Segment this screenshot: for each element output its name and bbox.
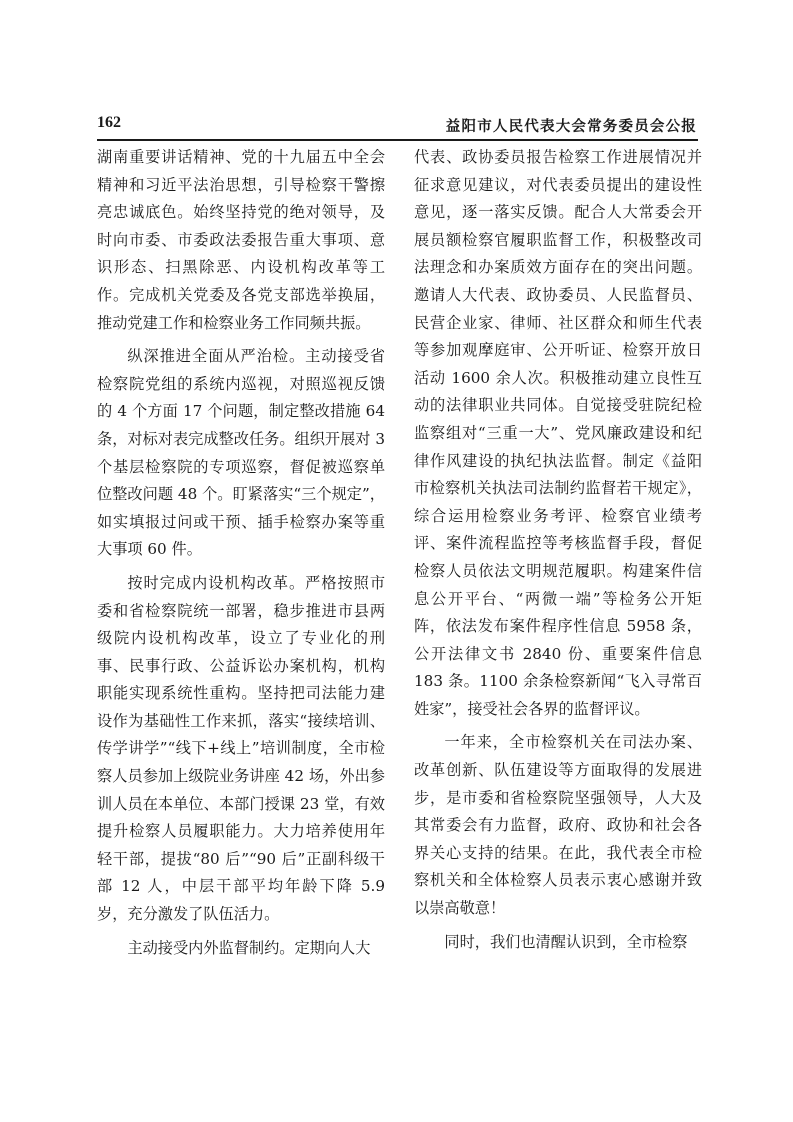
journal-title: 益阳市人民代表大会常务委员会公报 (445, 119, 697, 135)
page-number: 162 (97, 114, 121, 131)
paragraph: 代表、政协委员报告检察工作进展情况并征求意见建议，对代表委员提出的建设性意见，逐一落实反馈。配合人大常委会开展员额检察官履职监督工作，积极整改司法理念和办案质效方面存在的突出问题。邀请人大代表、政协委员、人民监督员、民营企业家、律师、社区群众和师生代表等参加观摩庭审、公开听证、检察开放日活动 1600 余人次。积极推动建立良性互动的法律职业共同体。自觉接受驻院纪检监察组对“三重一大”、党风廉政建设和纪律作风建设的执纪执法监督。制定《益阳市检察机关执法司法制约监督若干规定》，综合运用检察业务考评、检察官业绩考评、案件流程监控等考核监督手段，督促检察人员依法文明规范履职。构建案件信息公开平台、“两微一端”等检务公开矩阵，依法发布案件程序性信息 5958 条，公开法律文书 2840 份、重要案件信息 183 条。1100 余条检察新闻“飞入寻常百姓家”，接受社会各界的监督评议。 (414, 148, 702, 718)
header-rule (97, 139, 698, 141)
paragraph: 按时完成内设机构改革。严格按照市委和省检察院统一部署，稳步推进市县两级院内设机构改革，设立了专业化的刑事、民事行政、公益诉讼办案机构，机构职能实现系统性重构。坚持把司法能力建设作为基础性工作来抓，落实“接续培训、传学讲学”“线下+线上”培训制度，全市检察人员参加上级院业务讲座 42 场，外出参训人员在本单位、本部门授课 23 堂，有效提升检察人员履职能力。大力培养使用年轻干部，提拔“80 后”“90 后”正副科级干部 12 人，中层干部平均年龄下降 5.9 岁，充分激发了队伍活力。 (97, 573, 385, 924)
paragraph: 一年来，全市检察机关在司法办案、改革创新、队伍建设等方面取得的发展进步，是市委和省检察院坚强领导，人大及其常委会有力监督，政府、政协和社会各界关心支持的结果。在此，我代表全市检察机关和全体检察人员表示衷心感谢并致以崇高敬意！ (414, 733, 702, 918)
paragraph: 同时，我们也清醒认识到，全市检察 (444, 932, 688, 951)
paragraph: 湖南重要讲话精神、党的十九届五中全会精神和习近平法治思想，引导检察干警擦亮忠诚底色。始终坚持党的绝对领导，及时向市委、市委政法委报告重大事项、意识形态、扫黑除恶、内设机构改革等工作。完成机关党委及各党支部选举换届，推动党建工作和检察业务工作同频共振。 (97, 148, 385, 332)
paragraph: 纵深推进全面从严治检。主动接受省检察院党组的系统内巡视，对照巡视反馈的 4 个方面 17 个问题，制定整改措施 64 条，对标对表完成整改任务。组织开展对 3 个基层检察院的专项巡察，督促被巡察单位整改问题 48 个。盯紧落实“三个规定”，如实填报过问或干预、插手检察办案等重大事项 60 件。 (97, 347, 385, 559)
page-header (97, 114, 697, 138)
left-column (97, 144, 385, 962)
paragraph: 主动接受内外监督制约。定期向人大 (127, 938, 371, 957)
right-column (414, 144, 702, 956)
